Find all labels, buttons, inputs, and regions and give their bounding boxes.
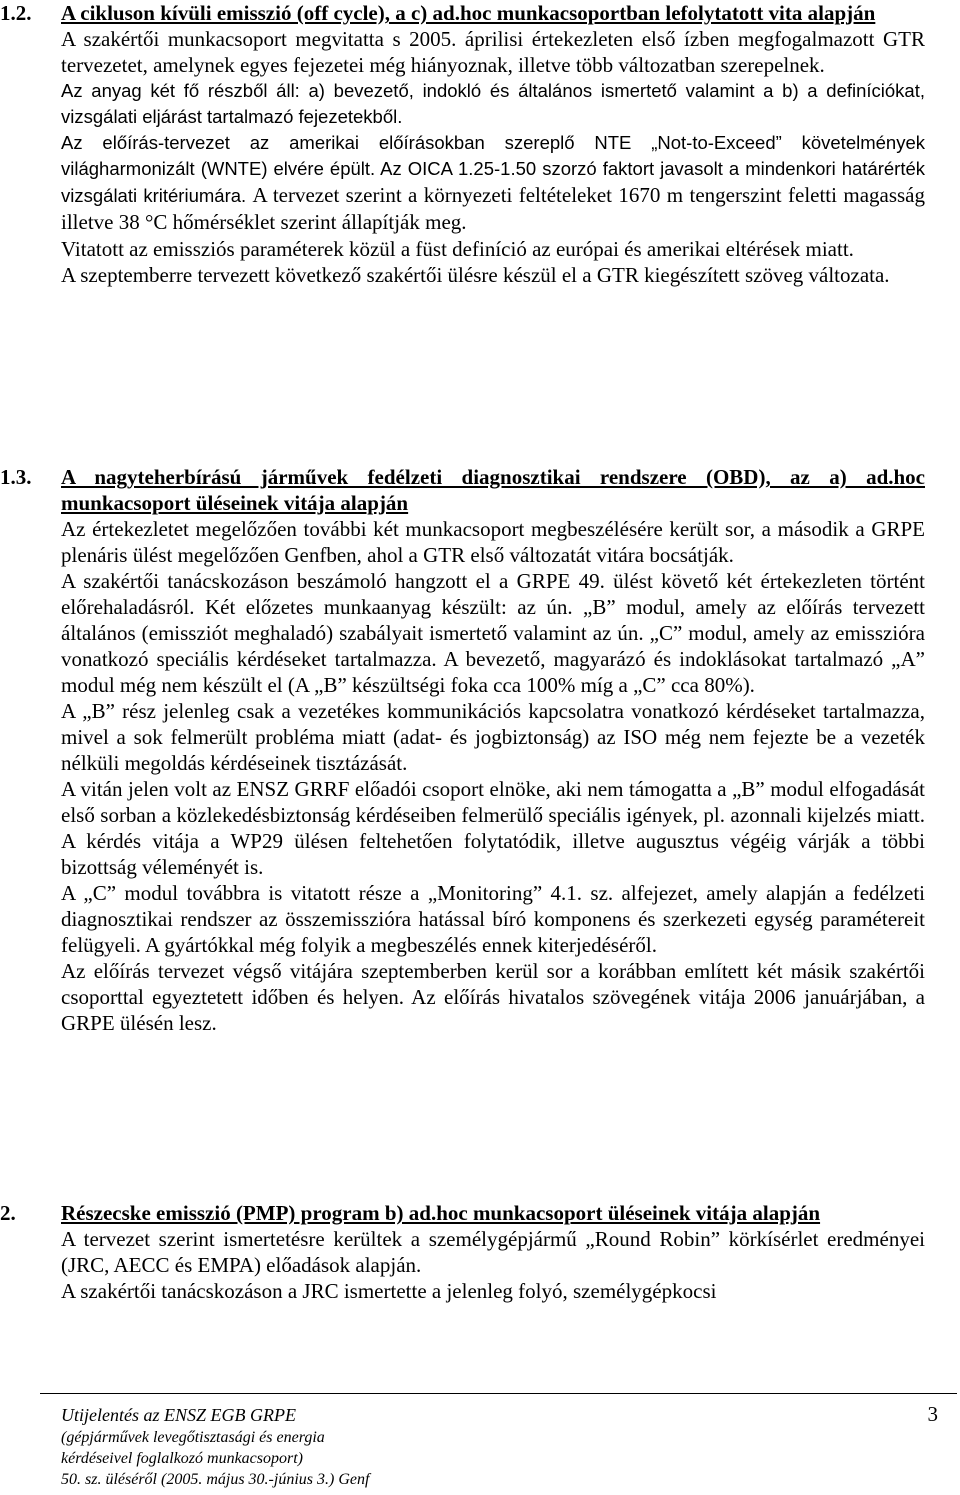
- section-heading: [0, 0, 925, 26]
- section-1-2: [0, 0, 925, 288]
- section-title: A cikluson kívüli emisszió (off cycle), a c) ad.hoc munkacsoportban lefolytatott vita alapján: [61, 1, 876, 25]
- paragraph: A „B” rész jelenleg csak a vezetékes kommunikációs kapcsolatra vonatkozó kérdéseket tartalmazza, mivel a sok felmerült probléma miatt (adat- és jogbiztonság) az ISO még nem fejezte be a vezeték nélküli megoldás kérdéseinek tisztázását.: [61, 699, 925, 775]
- paragraph: A tervezet szerint ismertetésre kerültek a személygépjármű „Round Robin” körkísérlet eredményei (JRC, AECC és EMPA) előadások alapján.: [61, 1227, 925, 1277]
- footer-line-1: Utijelentés az ENSZ EGB GRPE: [61, 1405, 296, 1425]
- paragraph-sans-part: Az előírás-tervezet az amerikai előírásokban szereplő NTE „Not-to-Exceed” követelmények világharmonizált (WNTE) elvére épült. Az OICA 1.25-1.50 szorzó faktort javasolt a mindenkori határérték vizsgálati kritériumára.: [61, 132, 925, 206]
- paragraph: A szakértői munkacsoport megvitatta s 2005. áprilisi értekezleten első ízben megfogalmazott GTR tervezetet, amelynek egyes fejezetei még hiányoznak, illetve több változatban szerepelnek.: [61, 27, 925, 77]
- section-number: 1.3.: [0, 465, 32, 489]
- paragraph: Az előírás tervezet végső vitájára szeptemberben kerül sor a korábban említett két másik szakértői csoporttal egyeztetett időben és helyen. Az előírás hivatalos szövegének vitája 2006 januárjában, a GRPE ülésén lesz.: [61, 959, 925, 1035]
- section-number: 2.: [0, 1201, 16, 1225]
- section-heading: [0, 1200, 925, 1226]
- paragraph: A szakértői tanácskozáson a JRC ismertette a jelenleg folyó, személygépkocsi: [61, 1279, 717, 1303]
- paragraph-serif-part: A tervezet szerint a környezeti feltételeket 1670 m tengerszint feletti magasság illetve 38 °C hőmérséklet szerint állapítják meg.: [61, 183, 926, 234]
- paragraph: A „C” modul továbbra is vitatott része a „Monitoring” 4.1. sz. alfejezet, amely alapján a fedélzeti diagnosztikai rendszer az összemisszióra hatással bíró komponens és szerkezeti egység paramétereit felügyeli. A gyártókkal még folyik a megbeszélés ennek kiterjedéséről.: [61, 881, 925, 957]
- page-number: 3: [927, 1402, 938, 1426]
- section-heading: [0, 464, 925, 516]
- paragraph: A szeptemberre tervezett következő szakértői ülésre készül el a GTR kiegészített szöveg változata.: [61, 263, 890, 287]
- section-title: A nagyteherbírású járművek fedélzeti diagnosztikai rendszere (OBD), az a) ad.hoc munkacsoport üléseinek vitája alapján: [61, 465, 925, 515]
- footer-line-2: (gépjárművek levegőtisztasági és energia: [61, 1429, 325, 1446]
- paragraph: Vitatott az emissziós paraméterek közül a füst definíció az európai és amerikai eltérések miatt.: [61, 237, 854, 261]
- section-title: Részecske emisszió (PMP) program b) ad.hoc munkacsoport üléseinek vitája alapján: [61, 1201, 821, 1225]
- footer-line-4: 50. sz. üléséről (2005. május 30.-június 3.) Genf: [61, 1471, 370, 1488]
- paragraph: [61, 130, 925, 236]
- footer-divider: [40, 1393, 957, 1394]
- section-number: 1.2.: [0, 1, 32, 25]
- paragraph: Az értekezletet megelőzően további két munkacsoport megbeszélésére került sor, a második a GRPE plenáris ülést megelőzően Genfben, ahol a GTR első változatát vitára bocsátják.: [61, 517, 925, 567]
- paragraph: A szakértői tanácskozáson beszámoló hangzott el a GRPE 49. ülést követő két értekezleten történt előrehaladásról. Két előzetes munkaanyag készült: az ún. „B” modul, amely az előírás tervezett általános (emissziót meghaladó) szabályait ismertető valamint az ún. „C” modul, amely az emisszióra vonatkozó speciális kérdéseket tartalmazza. A bevezető, magyarázó és indoklásokat tartalmazó „A” modul még nem készült el (A „B” készültségi foka cca 100% míg a „C” cca 80%).: [61, 569, 925, 697]
- section-1-3: [0, 464, 925, 1036]
- paragraph: A vitán jelen volt az ENSZ GRRF előadói csoport elnöke, aki nem támogatta a „B” modul elfogadását első sorban a közlekedésbiztonság kérdéseiben felmerülő speciális igények, pl. azonnali kijelzés miatt. A kérdés vitája a WP29 ülésen feltehetően folytatódik, illetve augusztus végéig várják a többi bizottság véleményét is.: [61, 777, 925, 879]
- section-2: [0, 1200, 925, 1304]
- paragraph: Az anyag két fő részből áll: a) bevezető, indokló és általános ismertető valamint a b) a definíciókat, vizsgálati eljárást tartalmazó fejezetekből.: [61, 80, 925, 127]
- footer: [61, 1403, 369, 1490]
- footer-line-3: kérdéseivel foglalkozó munkacsoport): [61, 1450, 304, 1467]
